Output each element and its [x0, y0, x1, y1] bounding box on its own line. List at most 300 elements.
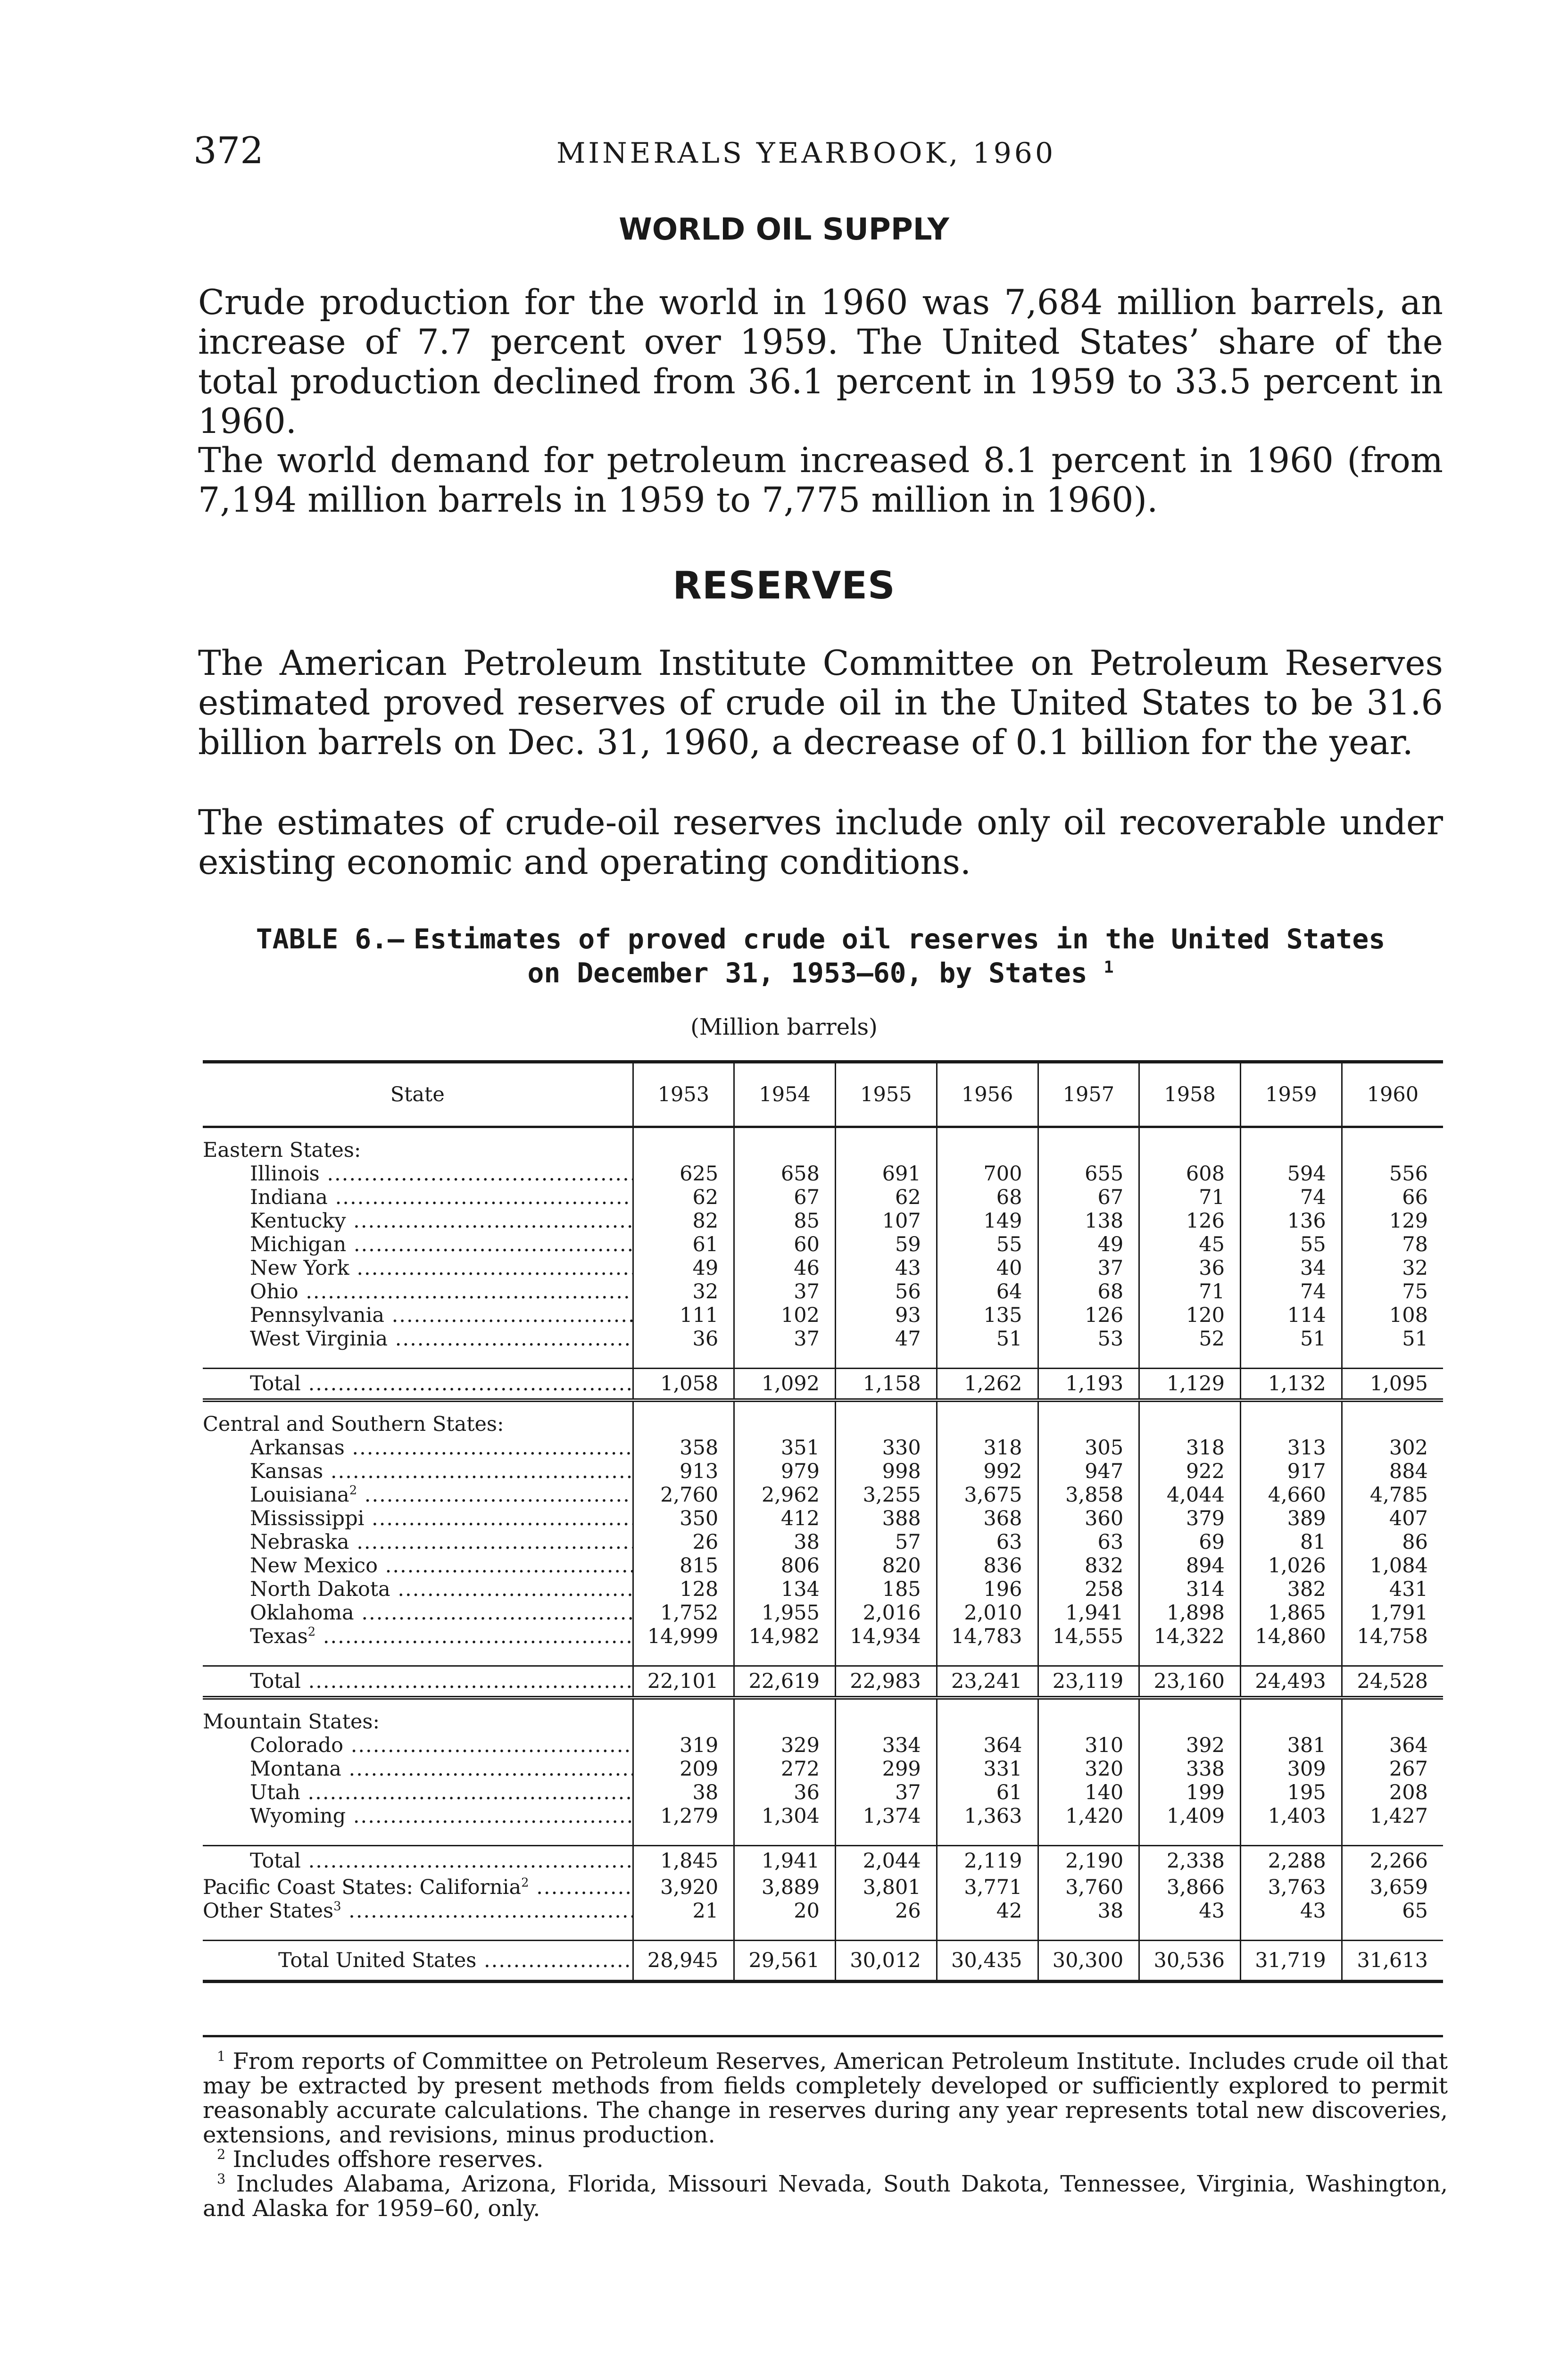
state-value: 1,409: [1139, 1804, 1241, 1828]
state-value: 65: [1342, 1899, 1443, 1923]
total-label-wrap: [250, 1846, 632, 1876]
state-name: Texas: [250, 1625, 308, 1648]
state-value: 392: [1139, 1734, 1241, 1757]
state-value: 78: [1342, 1233, 1443, 1256]
total-value: 30,012: [836, 1941, 937, 1982]
state-value: 1,865: [1241, 1601, 1342, 1625]
state-label: [250, 1256, 632, 1280]
reserves-heading: RESERVES: [672, 564, 896, 607]
state-value: 815: [633, 1554, 734, 1578]
eastern-states-group: [203, 1127, 1443, 1162]
state-value: 74: [1241, 1280, 1342, 1304]
state-label: [203, 1876, 632, 1899]
state-value: 820: [836, 1554, 937, 1578]
spacer-cell: [1241, 1351, 1342, 1369]
empty-cell: [633, 1127, 734, 1162]
empty-cell: [734, 1698, 836, 1734]
spacer-cell: [203, 1648, 633, 1666]
state-value: 14,783: [937, 1625, 1038, 1648]
col-header-year: 1957: [1038, 1062, 1139, 1127]
state-value: 947: [1038, 1460, 1139, 1483]
empty-cell: [1038, 1698, 1139, 1734]
total-value: 2,338: [1139, 1846, 1241, 1876]
state-value: 86: [1342, 1530, 1443, 1554]
empty-cell: [836, 1400, 937, 1436]
state-value: 85: [734, 1209, 836, 1233]
state-value: 625: [633, 1162, 734, 1186]
state-value: 319: [633, 1734, 734, 1757]
state-value: 195: [1241, 1781, 1342, 1804]
col-header-year: 1959: [1241, 1062, 1342, 1127]
state-value: 1,420: [1038, 1804, 1139, 1828]
table-row: [203, 1280, 1443, 1304]
subtotal-row: [203, 1369, 1443, 1401]
state-value: 38: [734, 1530, 836, 1554]
state-label: [250, 1757, 632, 1781]
state-value: 691: [836, 1162, 937, 1186]
state-value: 3,889: [734, 1876, 836, 1899]
state-value: 3,760: [1038, 1876, 1139, 1899]
state-value: 2,760: [633, 1483, 734, 1507]
state-value: 36: [734, 1781, 836, 1804]
state-value: 69: [1139, 1530, 1241, 1554]
col-header-year: 1960: [1342, 1062, 1443, 1127]
state-value: 26: [633, 1530, 734, 1554]
state-name-cell: [203, 1530, 633, 1554]
state-value: 62: [836, 1186, 937, 1209]
state-label: [250, 1209, 632, 1233]
total-value: 1,941: [734, 1846, 836, 1876]
state-label: [250, 1186, 632, 1209]
state-value: 26: [836, 1899, 937, 1923]
spacer-cell: [1241, 1923, 1342, 1941]
state-value: 138: [1038, 1209, 1139, 1233]
state-label: [250, 1530, 632, 1554]
state-value: 360: [1038, 1507, 1139, 1530]
group-heading: Central and Southern States:: [203, 1412, 504, 1436]
total-label-wrap: [250, 1667, 632, 1696]
footnote-2: [203, 2147, 1448, 2172]
table-row: [203, 1304, 1443, 1327]
state-name: Kansas: [250, 1460, 324, 1483]
state-value: 4,044: [1139, 1483, 1241, 1507]
table-row: [203, 1804, 1443, 1828]
spacer-cell: [836, 1828, 937, 1846]
state-value: 1,363: [937, 1804, 1038, 1828]
state-name: Pacific Coast States: California: [203, 1876, 522, 1899]
world-oil-heading: WORLD OIL SUPPLY: [619, 212, 949, 247]
col-header-year: 1953: [633, 1062, 734, 1127]
table-row: [203, 1734, 1443, 1757]
state-value: 350: [633, 1507, 734, 1530]
footnote-text: Includes offshore reserves.: [232, 2146, 544, 2173]
state-value: 302: [1342, 1436, 1443, 1460]
state-value: 42: [937, 1899, 1038, 1923]
footnote-mark: 1: [217, 2048, 226, 2064]
state-value: 34: [1241, 1256, 1342, 1280]
state-name-cell: [203, 1280, 633, 1304]
total-label-cell: [203, 1369, 633, 1401]
total-value: 23,241: [937, 1666, 1038, 1698]
empty-cell: [1038, 1400, 1139, 1436]
state-value: 3,255: [836, 1483, 937, 1507]
state-value: 75: [1342, 1280, 1443, 1304]
state-name: Utah: [250, 1781, 300, 1804]
state-value: 37: [836, 1781, 937, 1804]
state-name-cell: [203, 1899, 633, 1923]
table-row: [203, 1256, 1443, 1280]
state-name-cell: [203, 1757, 633, 1781]
state-value: 836: [937, 1554, 1038, 1578]
total-value: 1,193: [1038, 1369, 1139, 1401]
table-row: [203, 1186, 1443, 1209]
state-value: 2,010: [937, 1601, 1038, 1625]
table-row: [203, 1757, 1443, 1781]
total-value: 1,092: [734, 1369, 836, 1401]
state-value: 1,279: [633, 1804, 734, 1828]
state-value: 149: [937, 1209, 1038, 1233]
state-value: 3,866: [1139, 1876, 1241, 1899]
state-value: 67: [1038, 1186, 1139, 1209]
state-value: 320: [1038, 1757, 1139, 1781]
total-value: 1,058: [633, 1369, 734, 1401]
state-name-cell: [203, 1256, 633, 1280]
table-row: [203, 1876, 1443, 1899]
state-value: 351: [734, 1436, 836, 1460]
table-row: [203, 1162, 1443, 1186]
state-name-cell: [203, 1876, 633, 1899]
state-value: 329: [734, 1734, 836, 1757]
empty-cell: [836, 1127, 937, 1162]
total-value: 30,435: [937, 1941, 1038, 1982]
table-header-row: [203, 1062, 1443, 1127]
table-row: [203, 1209, 1443, 1233]
state-name-cell: [203, 1625, 633, 1648]
state-value: 913: [633, 1460, 734, 1483]
state-value: 318: [937, 1436, 1038, 1460]
empty-cell: [734, 1400, 836, 1436]
state-value: 107: [836, 1209, 937, 1233]
state-value: 126: [1038, 1304, 1139, 1327]
reserves-table: [203, 1060, 1443, 1983]
total-value: 24,493: [1241, 1666, 1342, 1698]
state-value: 381: [1241, 1734, 1342, 1757]
state-label: [250, 1625, 632, 1648]
state-value: 917: [1241, 1460, 1342, 1483]
state-name-cell: [203, 1460, 633, 1483]
state-name: Nebraska: [250, 1530, 349, 1554]
state-name-cell: [203, 1186, 633, 1209]
state-value: 992: [937, 1460, 1038, 1483]
table-row: [203, 1460, 1443, 1483]
footnote-rule: [203, 2035, 1443, 2037]
spacer-cell: [633, 1923, 734, 1941]
state-value: 51: [1241, 1327, 1342, 1351]
state-name: Michigan: [250, 1233, 347, 1256]
table-title: [245, 922, 1396, 990]
state-name: Illinois: [250, 1162, 320, 1186]
spacer-cell: [1038, 1351, 1139, 1369]
empty-cell: [1241, 1127, 1342, 1162]
total-value: 31,719: [1241, 1941, 1342, 1982]
empty-cell: [836, 1698, 937, 1734]
state-value: 388: [836, 1507, 937, 1530]
spacer-cell: [633, 1828, 734, 1846]
state-name: Ohio: [250, 1280, 299, 1304]
state-value: 67: [734, 1186, 836, 1209]
total-label-wrap: [278, 1941, 632, 1980]
state-value: 431: [1342, 1578, 1443, 1601]
grand-total-row: [203, 1941, 1443, 1982]
state-value: 3,801: [836, 1876, 937, 1899]
state-value: 37: [734, 1280, 836, 1304]
spacer-cell: [1342, 1648, 1443, 1666]
state-value: 14,758: [1342, 1625, 1443, 1648]
state-value: 51: [1342, 1327, 1443, 1351]
state-value: 68: [937, 1186, 1038, 1209]
empty-cell: [633, 1400, 734, 1436]
state-name: Other States: [203, 1899, 334, 1923]
state-name: Arkansas: [250, 1436, 345, 1460]
total-label: Total United States: [278, 1949, 477, 1972]
state-name: North Dakota: [250, 1578, 390, 1601]
state-value: 700: [937, 1162, 1038, 1186]
state-value: 74: [1241, 1186, 1342, 1209]
total-value: 2,266: [1342, 1846, 1443, 1876]
footnote-3: [203, 2172, 1448, 2221]
state-value: 331: [937, 1757, 1038, 1781]
table-row: [203, 1781, 1443, 1804]
col-header-year: 1955: [836, 1062, 937, 1127]
state-label: [250, 1436, 632, 1460]
total-value: 1,132: [1241, 1369, 1342, 1401]
total-value: 22,983: [836, 1666, 937, 1698]
state-value: 114: [1241, 1304, 1342, 1327]
total-value: 30,300: [1038, 1941, 1139, 1982]
empty-cell: [937, 1400, 1038, 1436]
spacer-cell: [836, 1351, 937, 1369]
total-value: 24,528: [1342, 1666, 1443, 1698]
total-value: 2,288: [1241, 1846, 1342, 1876]
footnote-1: [203, 2049, 1448, 2147]
empty-cell: [1342, 1698, 1443, 1734]
footnote-mark: 2: [307, 1625, 316, 1639]
spacer-cell: [734, 1351, 836, 1369]
state-value: 412: [734, 1507, 836, 1530]
state-name-cell: [203, 1734, 633, 1757]
state-label: [250, 1734, 632, 1757]
state-value: 14,322: [1139, 1625, 1241, 1648]
col-header-year: 1956: [937, 1062, 1038, 1127]
state-value: 1,403: [1241, 1804, 1342, 1828]
state-value: 51: [937, 1327, 1038, 1351]
spacer-row: [203, 1648, 1443, 1666]
state-label: [203, 1899, 632, 1923]
spacer-row: [203, 1351, 1443, 1369]
state-name-cell: [203, 1507, 633, 1530]
state-value: 309: [1241, 1757, 1342, 1781]
state-value: 3,763: [1241, 1876, 1342, 1899]
state-value: 49: [633, 1256, 734, 1280]
state-value: 608: [1139, 1162, 1241, 1186]
empty-cell: [1241, 1698, 1342, 1734]
total-value: 2,190: [1038, 1846, 1139, 1876]
spacer-cell: [1139, 1828, 1241, 1846]
empty-cell: [1038, 1127, 1139, 1162]
state-value: 61: [937, 1781, 1038, 1804]
spacer-cell: [1038, 1828, 1139, 1846]
state-name-cell: [203, 1804, 633, 1828]
state-label: [250, 1601, 632, 1625]
state-name: West Virginia: [250, 1327, 388, 1351]
state-name-cell: [203, 1578, 633, 1601]
state-value: 38: [633, 1781, 734, 1804]
spacer-cell: [633, 1351, 734, 1369]
state-name-cell: [203, 1483, 633, 1507]
total-label: Total: [250, 1372, 301, 1395]
spacer-cell: [734, 1828, 836, 1846]
state-value: 56: [836, 1280, 937, 1304]
state-value: 1,084: [1342, 1554, 1443, 1578]
state-label: [250, 1781, 632, 1804]
state-value: 20: [734, 1899, 836, 1923]
spacer-cell: [937, 1351, 1038, 1369]
state-value: 299: [836, 1757, 937, 1781]
footnote-mark: 3: [217, 2171, 226, 2187]
state-value: 1,304: [734, 1804, 836, 1828]
table-row: [203, 1899, 1443, 1923]
state-name-cell: [203, 1304, 633, 1327]
table-row: [203, 1578, 1443, 1601]
total-value: 23,119: [1038, 1666, 1139, 1698]
state-value: 185: [836, 1578, 937, 1601]
state-value: 832: [1038, 1554, 1139, 1578]
total-value: 1,262: [937, 1369, 1038, 1401]
empty-cell: [1139, 1698, 1241, 1734]
subtotal-row: [203, 1846, 1443, 1876]
state-value: 389: [1241, 1507, 1342, 1530]
state-name: Oklahoma: [250, 1601, 354, 1625]
state-name: Wyoming: [250, 1804, 346, 1828]
state-value: 136: [1241, 1209, 1342, 1233]
table-row: [203, 1507, 1443, 1530]
state-value: 2,016: [836, 1601, 937, 1625]
state-value: 120: [1139, 1304, 1241, 1327]
state-label: [250, 1280, 632, 1304]
state-value: 43: [1139, 1899, 1241, 1923]
spacer-cell: [734, 1648, 836, 1666]
state-value: 68: [1038, 1280, 1139, 1304]
state-value: 43: [1241, 1899, 1342, 1923]
col-header-year: 1954: [734, 1062, 836, 1127]
state-value: 310: [1038, 1734, 1139, 1757]
state-value: 140: [1038, 1781, 1139, 1804]
state-value: 556: [1342, 1162, 1443, 1186]
state-value: 258: [1038, 1578, 1139, 1601]
state-value: 57: [836, 1530, 937, 1554]
state-value: 368: [937, 1507, 1038, 1530]
state-value: 382: [1241, 1578, 1342, 1601]
state-value: 66: [1342, 1186, 1443, 1209]
state-label: [250, 1233, 632, 1256]
empty-cell: [937, 1698, 1038, 1734]
state-name: Pennsylvania: [250, 1304, 384, 1327]
empty-cell: [1139, 1400, 1241, 1436]
total-value: 1,129: [1139, 1369, 1241, 1401]
state-label: [250, 1483, 632, 1507]
state-label: [250, 1507, 632, 1530]
footnotes: [203, 2049, 1448, 2221]
state-value: 63: [1038, 1530, 1139, 1554]
spacer-cell: [937, 1923, 1038, 1941]
total-value: 30,536: [1139, 1941, 1241, 1982]
total-value: 23,160: [1139, 1666, 1241, 1698]
table-row: [203, 1625, 1443, 1648]
empty-cell: [1342, 1400, 1443, 1436]
state-value: 55: [1241, 1233, 1342, 1256]
state-label: [250, 1304, 632, 1327]
state-name: Colorado: [250, 1734, 344, 1757]
total-label-wrap: [250, 1369, 632, 1398]
spacer-cell: [203, 1828, 633, 1846]
state-value: 61: [633, 1233, 734, 1256]
state-value: 36: [1139, 1256, 1241, 1280]
mountain-states-group: [203, 1698, 1443, 1734]
state-value: 32: [1342, 1256, 1443, 1280]
state-name: Louisiana: [250, 1483, 349, 1507]
state-value: 1,026: [1241, 1554, 1342, 1578]
state-name-cell: [203, 1233, 633, 1256]
state-value: 43: [836, 1256, 937, 1280]
table-row: [203, 1601, 1443, 1625]
state-value: 3,920: [633, 1876, 734, 1899]
state-name: New Mexico: [250, 1554, 378, 1578]
state-value: 272: [734, 1757, 836, 1781]
state-value: 135: [937, 1304, 1038, 1327]
state-value: 32: [633, 1280, 734, 1304]
state-value: 806: [734, 1554, 836, 1578]
footnote-mark: 2: [521, 1876, 529, 1890]
state-value: 14,999: [633, 1625, 734, 1648]
total-value: 1,158: [836, 1369, 937, 1401]
spacer-cell: [1139, 1648, 1241, 1666]
state-value: 82: [633, 1209, 734, 1233]
world-oil-paragraph-2: The world demand for petroleum increased 8.1 percent in 1960 (from 7,194 million barrels in 1959 to 7,775 million in 1960).: [198, 440, 1443, 520]
state-value: 108: [1342, 1304, 1443, 1327]
empty-cell: [633, 1698, 734, 1734]
col-header-year: 1958: [1139, 1062, 1241, 1127]
state-value: 64: [937, 1280, 1038, 1304]
table-units: (Million barrels): [690, 1014, 878, 1040]
total-label-cell: [203, 1941, 633, 1982]
table-row: [203, 1554, 1443, 1578]
state-value: 4,785: [1342, 1483, 1443, 1507]
state-name: New York: [250, 1256, 349, 1280]
table-row: [203, 1530, 1443, 1554]
state-value: 52: [1139, 1327, 1241, 1351]
state-value: 1,427: [1342, 1804, 1443, 1828]
total-value: 2,044: [836, 1846, 937, 1876]
spacer-cell: [1342, 1351, 1443, 1369]
state-value: 3,858: [1038, 1483, 1139, 1507]
state-value: 379: [1139, 1507, 1241, 1530]
state-name-cell: [203, 1554, 633, 1578]
total-label-cell: [203, 1666, 633, 1698]
spacer-row: [203, 1923, 1443, 1941]
group-heading: Eastern States:: [203, 1138, 361, 1162]
table-row: [203, 1327, 1443, 1351]
state-value: 40: [937, 1256, 1038, 1280]
